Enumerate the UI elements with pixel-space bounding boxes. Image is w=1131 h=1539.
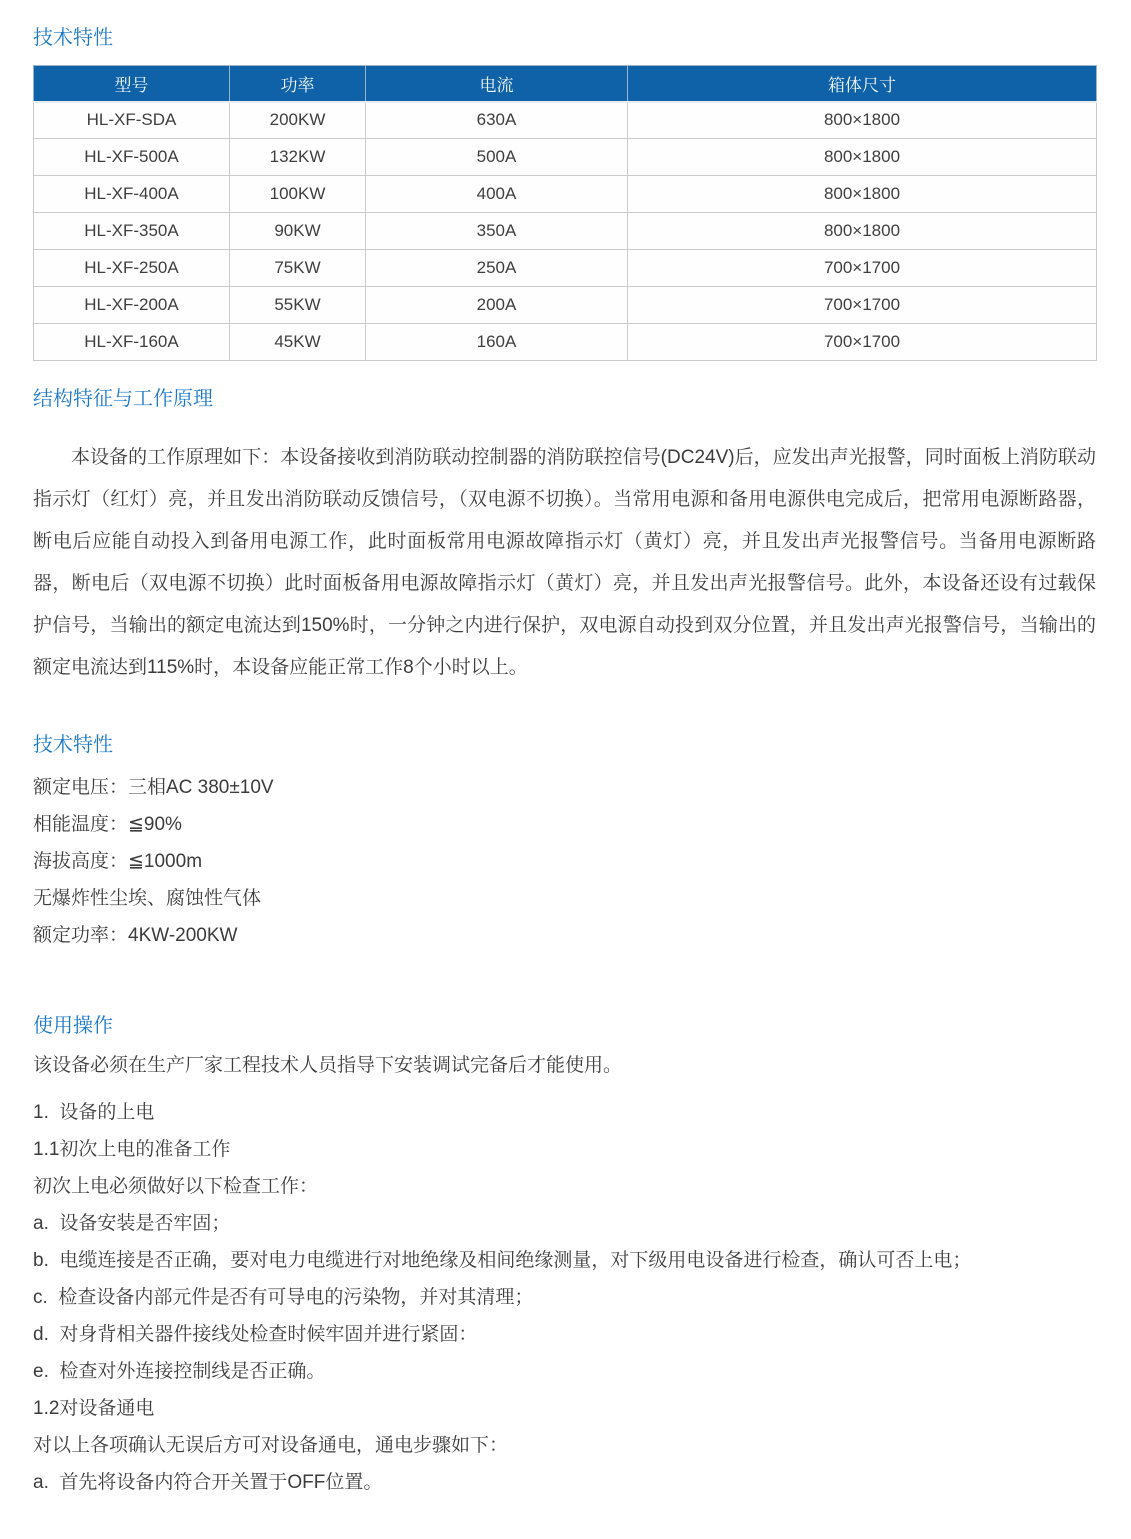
usage-step-list	[33, 1102, 1096, 1494]
cell-current: 160A	[366, 324, 628, 361]
tech-spec-line: 海拔高度：≦1000m	[33, 851, 203, 872]
usage-step-line: 1.2对设备通电	[33, 1398, 155, 1419]
usage-intro: 该设备必须在生产厂家工程技术人员指导下安装调试完备后才能使用。	[33, 1055, 623, 1076]
cell-current: 200A	[366, 287, 628, 324]
cell-current: 400A	[366, 176, 628, 213]
cell-power: 75KW	[230, 250, 366, 287]
cell-model: HL-XF-160A	[34, 324, 230, 361]
table-row	[34, 139, 1097, 176]
section-title-tech-2: 技术特性	[33, 734, 113, 756]
cell-power: 100KW	[230, 176, 366, 213]
tech-spec-list	[33, 769, 1096, 954]
cell-power: 132KW	[230, 139, 366, 176]
cell-box-size: 700×1700	[628, 324, 1097, 361]
cell-box-size: 700×1700	[628, 287, 1097, 324]
usage-step-line: e. 检查对外连接控制线是否正确。	[33, 1361, 326, 1382]
table-header-cell: 功率	[230, 66, 366, 102]
table-row	[34, 287, 1097, 324]
cell-box-size: 800×1800	[628, 176, 1097, 213]
usage-step-line: 对以上各项确认无误后方可对设备通电，通电步骤如下：	[33, 1435, 509, 1456]
cell-model: HL-XF-SDA	[34, 102, 230, 139]
cell-model: HL-XF-500A	[34, 139, 230, 176]
usage-step-line: a. 首先将设备内符合开关置于OFF位置。	[33, 1472, 383, 1493]
section-title-principle: 结构特征与工作原理	[33, 388, 213, 410]
tech-spec-line: 相能温度：≦90%	[33, 814, 182, 835]
usage-step-line: a. 设备安装是否牢固；	[33, 1213, 231, 1234]
section-title-tech-1: 技术特性	[33, 27, 113, 49]
usage-step-line: c. 检查设备内部元件是否有可导电的污染物，并对其清理；	[33, 1287, 534, 1308]
table-body	[34, 102, 1097, 361]
table-row	[34, 324, 1097, 361]
usage-step-line: 1.1初次上电的准备工作	[33, 1139, 231, 1160]
cell-current: 350A	[366, 213, 628, 250]
usage-step-line: b. 电缆连接是否正确，要对电力电缆进行对地绝缘及相间绝缘测量，对下级用电设备进行检查，确认可否上电；	[33, 1250, 972, 1271]
table-row	[34, 213, 1097, 250]
cell-model: HL-XF-250A	[34, 250, 230, 287]
model-spec-table	[33, 65, 1097, 361]
table-header-cell: 电流	[366, 66, 628, 102]
cell-power: 90KW	[230, 213, 366, 250]
cell-power: 45KW	[230, 324, 366, 361]
table-header-cell: 型号	[34, 66, 230, 102]
usage-step-line: 初次上电必须做好以下检查工作：	[33, 1176, 319, 1197]
tech-spec-line: 额定功率：4KW-200KW	[33, 925, 238, 946]
cell-model: HL-XF-400A	[34, 176, 230, 213]
table-row	[34, 176, 1097, 213]
cell-box-size: 800×1800	[628, 102, 1097, 139]
cell-current: 250A	[366, 250, 628, 287]
cell-current: 630A	[366, 102, 628, 139]
table-header-cell: 箱体尺寸	[628, 66, 1097, 102]
cell-box-size: 700×1700	[628, 250, 1097, 287]
table-row	[34, 250, 1097, 287]
cell-model: HL-XF-350A	[34, 213, 230, 250]
cell-current: 500A	[366, 139, 628, 176]
cell-box-size: 800×1800	[628, 139, 1097, 176]
tech-spec-line: 无爆炸性尘埃、腐蚀性气体	[33, 888, 262, 909]
usage-step-line: d. 对身背相关器件接线处检查时候牢固并进行紧固：	[33, 1324, 478, 1345]
table-row	[34, 102, 1097, 139]
table-header-row	[34, 66, 1097, 102]
cell-box-size: 800×1800	[628, 213, 1097, 250]
cell-power: 200KW	[230, 102, 366, 139]
principle-paragraph: 本设备的工作原理如下：本设备接收到消防联动控制器的消防联控信号(DC24V)后，应发出声光报警，同时面板上消防联动指示灯（红灯）亮，并且发出消防联动反馈信号，（双电源不切换）。当常用电源和备用电源供电完成后，把常用电源断路器，断电后应能自动投入到备用电源工作，此时面板常用电源故障指示灯（黄灯）亮，并且发出声光报警信号。当备用电源断路器，断电后（双电源不切换）此时面板备用电源故障指示灯（黄灯）亮，并且发出声光报警信号。此外，本设备还设有过载保护信号，当输出的额定电流达到150%时，一分钟之内进行保护，双电源自动投到双分位置，并且发出声光报警信号，当输出的额定电流达到115%时，本设备应能正常工作8个小时以上。	[33, 447, 1096, 678]
cell-model: HL-XF-200A	[34, 287, 230, 324]
cell-power: 55KW	[230, 287, 366, 324]
usage-step-line: 1. 设备的上电	[33, 1102, 155, 1123]
section-title-usage: 使用操作	[33, 1015, 113, 1037]
tech-spec-line: 额定电压：三相AC 380±10V	[33, 777, 274, 798]
